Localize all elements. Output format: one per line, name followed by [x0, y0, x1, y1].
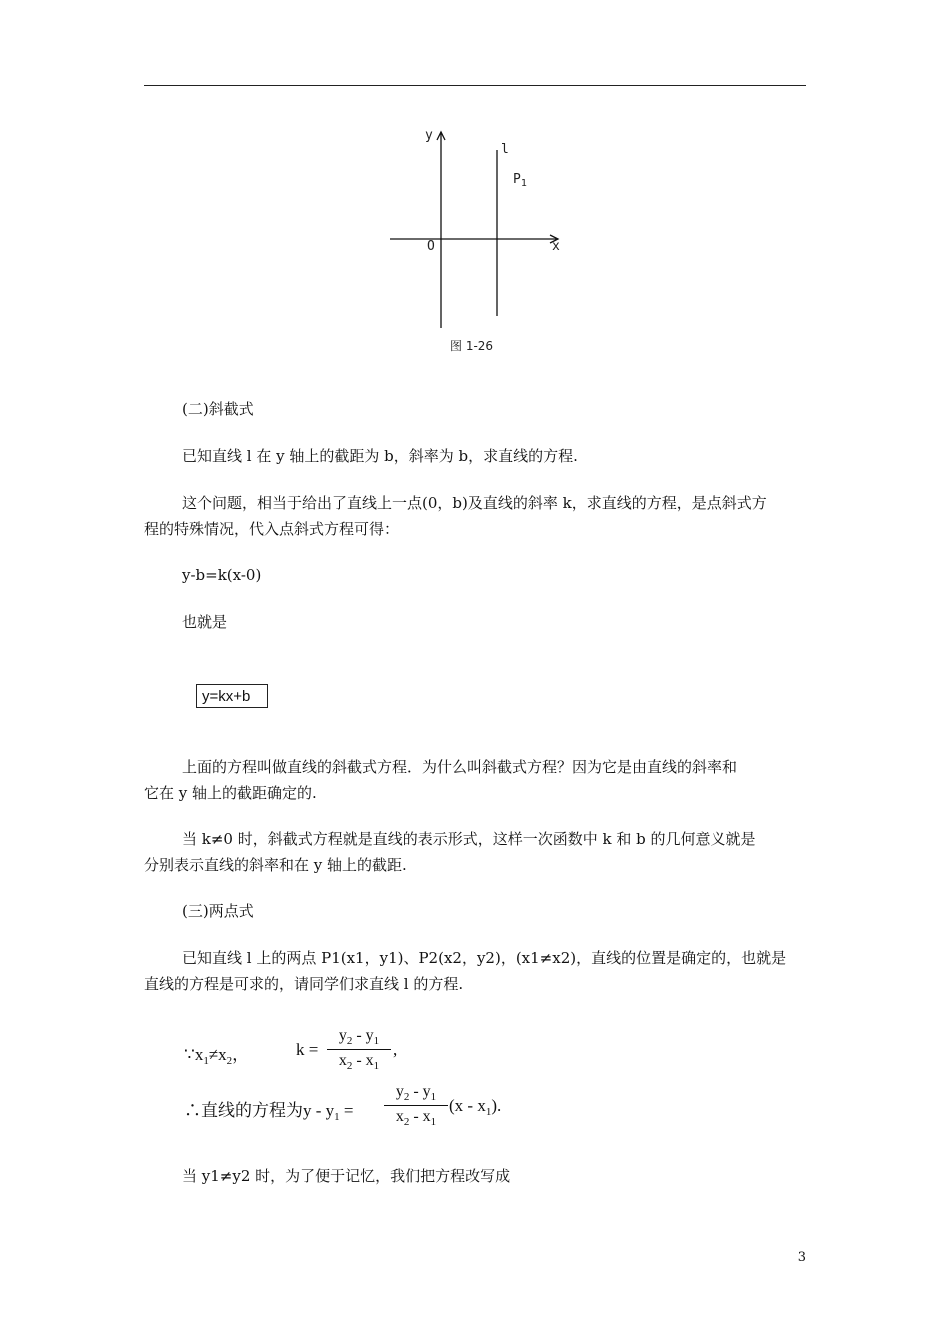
paragraph-line: 上面的方程叫做直线的斜截式方程．为什么叫斜截式方程？因为它是由直线的斜率和 [182, 758, 738, 776]
paragraph-line: 程的特殊情况，代入点斜式方程可得： [144, 520, 400, 538]
paragraph-line: 它在 y 轴上的截距确定的. [144, 784, 317, 802]
equation: y-b=k(x-0) [182, 566, 262, 584]
paragraph: 当 y1≠y2 时，为了便于记忆，我们把方程改写成 [182, 1167, 511, 1185]
math-comma: , [393, 1040, 398, 1059]
math-rhs: $(x - x_1)$. [449, 1096, 502, 1118]
x-axis-label: x [552, 239, 560, 254]
paragraph-line: 这个问题，相当于给出了直线上一点(0，b)及直线的斜率 k，求直线的方程，是点斜式方 [182, 494, 767, 512]
coordinate-diagram [380, 120, 580, 360]
paragraph-line: 直线的方程是可求的，请同学们求直线 l 的方程. [144, 975, 464, 993]
math-two-point-fraction: $y_2 - y_1$ $x_2 - x_1$ [384, 1083, 448, 1128]
math-therefore-line: ∴直线的方程为y - $y_1$ = [184, 1101, 354, 1123]
paragraph: 也就是 [182, 613, 228, 631]
y-axis-label: y [425, 128, 433, 143]
header-rule [144, 85, 806, 86]
paragraph: 已知直线 l 在 y 轴上的截距为 b，斜率为 b，求直线的方程. [182, 447, 578, 465]
paragraph-line: 分别表示直线的斜率和在 y 轴上的截距. [144, 856, 407, 874]
figure-1-26 [380, 120, 580, 360]
paragraph-line: 当 k≠0 时，斜截式方程就是直线的表示形式，这样一次函数中 k 和 b 的几何意义就是 [182, 830, 756, 848]
math-slope-fraction: $y_2 - y_1$ $x_2 - x_1$ [327, 1027, 391, 1072]
page-number: 3 [797, 1250, 806, 1265]
math-k-equals: k = [296, 1040, 319, 1059]
figure-caption: 图 1-26 [450, 339, 494, 353]
paragraph-line: 已知直线 l 上的两点 P1(x1，y1)、P2(x2，y2)，(x1≠x2)，直线的位置是确定的，也就是 [182, 949, 787, 967]
origin-label: O [427, 239, 435, 254]
section-heading-slope-intercept: (二)斜截式 [182, 400, 254, 418]
math-because-line: $\because x_1\ne x_2$， [184, 1045, 250, 1067]
section-heading-two-point: (三)两点式 [182, 902, 254, 920]
boxed-equation: y=kx+b [196, 684, 268, 708]
line-label: l [501, 142, 509, 157]
point-label: $P_1$ [513, 172, 527, 189]
